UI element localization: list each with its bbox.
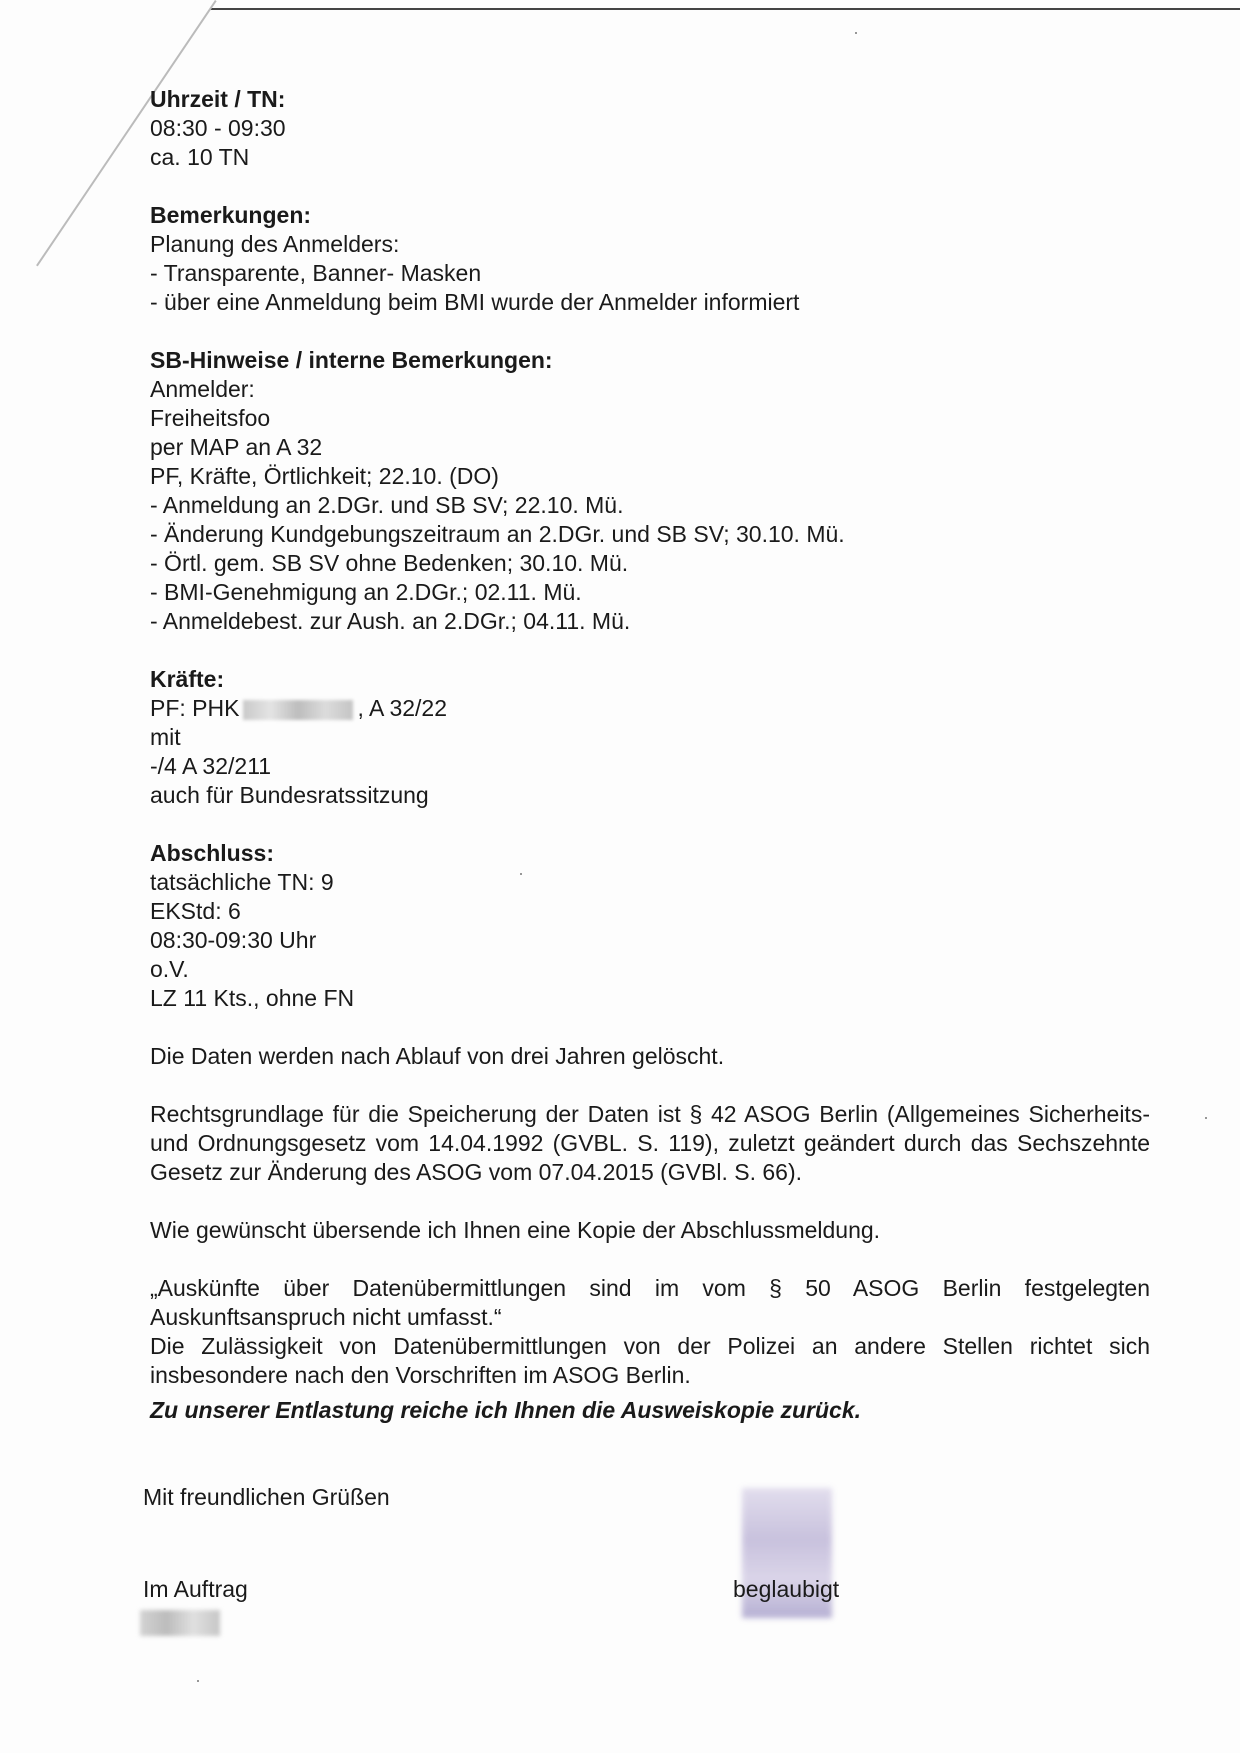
bemerkungen-line: - Transparente, Banner- Masken xyxy=(150,260,482,286)
im-auftrag-label: Im Auftrag xyxy=(143,1576,248,1602)
paragraph-entlastung: Zu unserer Entlastung reiche ich Ihnen die Ausweiskopie zurück. xyxy=(150,1397,862,1423)
speck xyxy=(855,32,857,34)
paragraph-auskunft-quote: „Auskünfte über Datenübermittlungen sind im vom § 50 ASOG Berlin festgelegten Auskunftsanspruch nicht umfasst.“ xyxy=(150,1275,1150,1330)
paragraph-rechtsgrundlage: Rechtsgrundlage für die Speicherung der Daten ist § 42 ASOG Berlin (Allgemeines Sicherheits- und Ordnungsgesetz vom 14.04.1992 (GVBL. S. 119), zuletzt geändert durch das Sechszehnte Gesetz zur Änderung des ASOG vom 07.04.2015 (GVBl. S. 66). xyxy=(150,1101,1150,1185)
heading-abschluss: Abschluss: xyxy=(150,840,274,866)
speck xyxy=(1205,1117,1207,1119)
uhrzeit-line: ca. 10 TN xyxy=(150,144,250,170)
abschluss-line: EKStd: 6 xyxy=(150,898,241,924)
abschluss-line: o.V. xyxy=(150,956,189,982)
section-sb-hinweise xyxy=(150,346,1150,636)
uhrzeit-line: 08:30 - 09:30 xyxy=(150,115,286,141)
section-abschluss xyxy=(150,839,1150,1013)
section-kraefte xyxy=(150,665,1150,810)
sb-line: - Anmeldung an 2.DGr. und SB SV; 22.10. Mü. xyxy=(150,492,624,518)
speck xyxy=(197,1680,199,1682)
sb-line: per MAP an A 32 xyxy=(150,434,323,460)
pf-prefix: PF: PHK xyxy=(150,695,240,721)
kraefte-line: -/4 A 32/211 xyxy=(150,753,272,779)
abschluss-line: LZ 11 Kts., ohne FN xyxy=(150,985,355,1011)
closing-greeting: Mit freundlichen Grüßen xyxy=(143,1484,390,1510)
section-uhrzeit xyxy=(150,85,1150,172)
paragraph-kopie: Wie gewünscht übersende ich Ihnen eine Kopie der Abschlussmeldung. xyxy=(150,1217,881,1243)
heading-kraefte: Kräfte: xyxy=(150,666,225,692)
top-edge-line xyxy=(210,8,1240,10)
heading-sb-hinweise: SB-Hinweise / interne Bemerkungen: xyxy=(150,347,553,373)
sb-line: - Örtl. gem. SB SV ohne Bedenken; 30.10. Mü. xyxy=(150,550,629,576)
kraefte-line: auch für Bundesratssitzung xyxy=(150,782,429,808)
sb-line: - Änderung Kundgebungszeitraum an 2.DGr. und SB SV; 30.10. Mü. xyxy=(150,521,845,547)
beglaubigt-label: beglaubigt xyxy=(733,1576,840,1602)
sb-line: Anmelder: xyxy=(150,376,255,402)
kraefte-pf-line xyxy=(150,694,1150,723)
pf-suffix: , A 32/22 xyxy=(357,695,447,721)
heading-bemerkungen: Bemerkungen: xyxy=(150,202,312,228)
heading-uhrzeit: Uhrzeit / TN: xyxy=(150,86,286,112)
redacted-signatory xyxy=(140,1610,220,1636)
bemerkungen-line: Planung des Anmelders: xyxy=(150,231,400,257)
sb-line: - BMI-Genehmigung an 2.DGr.; 02.11. Mü. xyxy=(150,579,582,605)
bemerkungen-line: - über eine Anmeldung beim BMI wurde der Anmelder informiert xyxy=(150,289,800,315)
sb-line: - Anmeldebest. zur Aush. an 2.DGr.; 04.11. Mü. xyxy=(150,608,631,634)
section-bemerkungen xyxy=(150,201,1150,317)
kraefte-line: mit xyxy=(150,724,181,750)
abschluss-line: tatsächliche TN: 9 xyxy=(150,869,334,895)
paragraph-zulaessigkeit: Die Zulässigkeit von Datenübermittlungen von der Polizei an andere Stellen richtet sich insbesondere nach den Vorschriften im ASOG Berlin. xyxy=(150,1333,1150,1388)
sb-line: Freiheitsfoo xyxy=(150,405,271,431)
redacted-name xyxy=(243,700,353,720)
abschluss-line: 08:30-09:30 Uhr xyxy=(150,927,317,953)
letter-body xyxy=(150,85,1150,1425)
speck xyxy=(520,873,522,875)
sb-line: PF, Kräfte, Örtlichkeit; 22.10. (DO) xyxy=(150,463,499,489)
paragraph-loeschung: Die Daten werden nach Ablauf von drei Jahren gelöscht. xyxy=(150,1043,725,1069)
